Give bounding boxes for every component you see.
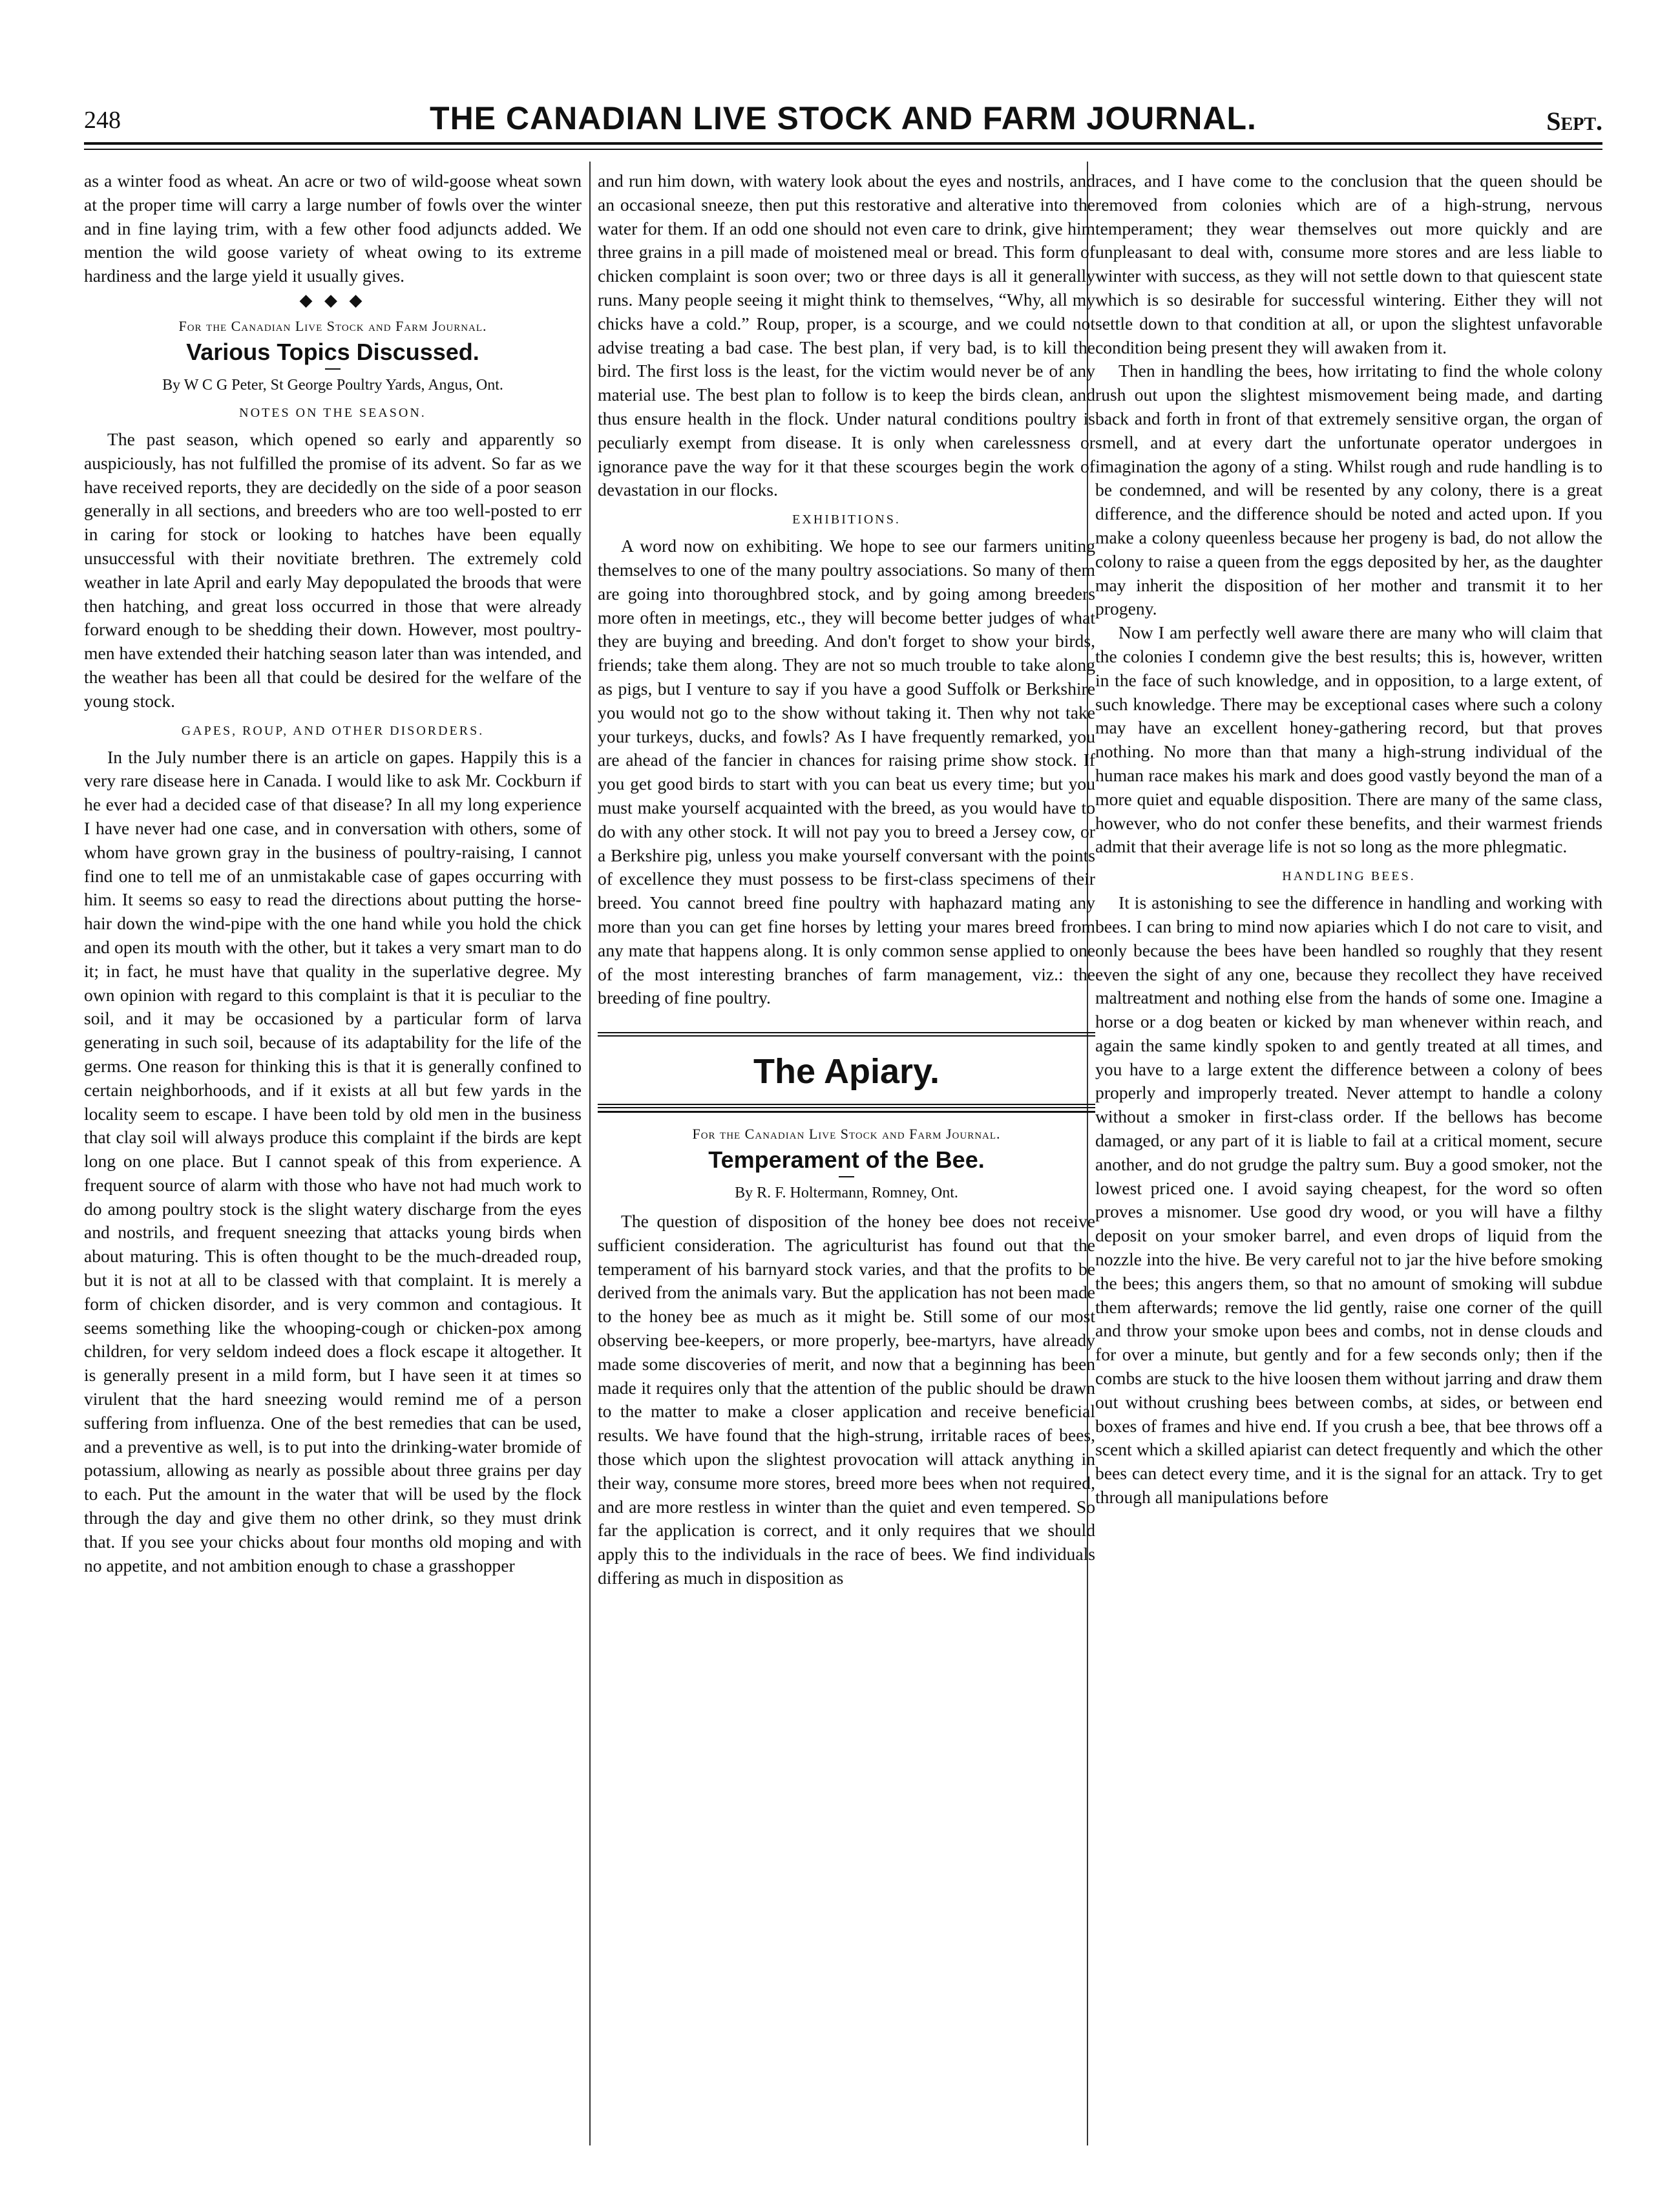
section-title-apiary: The Apiary. — [753, 1052, 940, 1091]
running-head — [84, 97, 1602, 149]
issue-month: Sept. — [1546, 107, 1602, 136]
article-credit: For the Canadian Live Stock and Farm Journal. — [178, 317, 487, 334]
paragraph-gapes: In the July number there is an article on gapes. Happily this is a very rare disease here in Canada. I would like to ask Mr. Cockburn if he ever had a decided case of that disease? In all my long experience I have never had one case, and in conversation with others, some of whom have grown gray in the business of poultry-raising, I cannot find one to tell me of an unmistakable case of gapes occurring with him. It seems so easy to read the directions about putting the horse-hair down the wind-pipe with the one hand while you hold the chick and open its mouth with the other, but it takes a very smart man to do it; in fact, he must have that quality in the superlative degree. My own opinion with regard to this complaint is that it is peculiar to the soil, and it may be occasioned by a particular form of larva generating in such soil, because of its adaptability for the life of the germs. One reason for thinking this is that it is generally confined to certain neighborhoods, and if it exists at all but few yards in the locality seem to escape. I have been told by old men in the business that clay soil will always produce this complaint if the birds are kept long on one place. But I cannot speak of this from experience. A frequent source of alarm with those who have not had much work to do among poultry stock is the slight watery discharge from the eyes and nostrils, and frequent sneezing that attacks young birds when about maturing. This is often thought to be the much-dreaded roup, but it is not at all to be classed with that complaint. It is merely a form of chicken disorder, and is very common and contagious. It seems something like the whooping-cough or chicken-pox among children, for very seldom indeed does a flock escape it altogether. It is generally present in a mild form, but I have seen it at times so virulent that the hard sneezing would remind me of a person suffering from influenza. One of the best remedies that can be used, and a preventive as well, is to put into the drinking-water bromide of potassium, allowing as nearly as possible about three grains per day to each. Put the amount in the water that will be used by the flock through the day and give them no other drink, so they must drink that. If you see your chicks about four months old moping and with no appetite, and not ambition enough to chase a grasshopper — [84, 746, 582, 1576]
subhead-exhibitions: EXHIBITIONS. — [792, 512, 901, 527]
paragraph-races: races, and I have come to the conclusion that the queen should be removed from colonies which are of a high-strung, nervous temperament; they wear themselves out more quickly and are unpleasant to deal with, consume more stores and are less liable to winter with success, as they will not settle down to that quiescent state which is so desirable for successful wintering. Either they will not settle down to that condition at all, or upon the slightest unfavorable condition being present they will awaken from it. — [1095, 171, 1602, 357]
article-title-temperament: Temperament of the Bee. — [708, 1146, 985, 1174]
page-number: 248 — [84, 107, 121, 134]
title-rule — [325, 368, 341, 370]
section-rule-thin — [598, 1111, 1095, 1113]
header-rule-thin — [84, 149, 1602, 150]
subhead-notes-on-season: NOTES ON THE SEASON. — [239, 405, 426, 420]
ornament-divider: ◆ ◆ ◆ — [299, 290, 366, 310]
paragraph-bee-disposition: The question of disposition of the honey bee does not receive sufficient consideration. The agriculturist has found out that the temperament of his barnyard stock varies, and that the profits to be derived from the animals vary. But the application has not been made to the honey bee as much as it might be. Still some of our most observing bee-keepers, or more properly, bee-martyrs, have already made some discoveries of merit, and now that a beginning has been made it requires only that the attention of the public should be drawn to the matter to make a closer application and receive beneficial results. We have found that the high-strung, irritable races of bees, those which upon the slightest provocation will attack anything in their way, consume more stores, breed more bees when not required, and are more restless in winter than the quiet and even tempered. So far the application is correct, and it only requires that we should apply this to the individuals in the race of bees. We find individuals differing as much in disposition as — [598, 1211, 1095, 1588]
journal-title: THE CANADIAN LIVE STOCK AND FARM JOURNAL. — [430, 100, 1257, 136]
column-divider — [589, 162, 591, 2145]
article-credit: For the Canadian Live Stock and Farm Journal. — [692, 1126, 1001, 1143]
title-rule — [839, 1176, 854, 1177]
subhead-handling-bees: HANDLING BEES. — [1282, 869, 1416, 884]
column-3 — [1095, 169, 1602, 2140]
subhead-gapes-roup: GAPES, ROUP, AND OTHER DISORDERS. — [181, 723, 485, 738]
paragraph-handling: Then in handling the bees, how irritating to find the whole colony rush out upon the slightest mismovement being made, and darting back and forth in front of that extremely sensitive organ, the organ of smell, and at every dart the unfortunate operator undergoes in imagination the agony of a sting. Whilst rough and rude handling is to be condemned, and will be resented by any colony, there is a great difference, and the difference should be noted and acted upon. If you make a colony queenless because her progeny is bad, do not allow the colony to raise a queen from the eggs deposited by her, as the daughter may inherit the disposition of her mother and transmit it to her progeny. — [1095, 361, 1602, 619]
paragraph-restorative: and run him down, with watery look about the eyes and nostrils, and an occasional sneeze, then put this restorative and alterative into the water for them. If an odd one should not even care to drink, give him three grains in a pill made of moistened meal or bread. This form of chicken complaint is soon over; two or three days is all it generally runs. Many people seeing it might think to themselves, “Why, all my chicks have a cold.” Roup, proper, is a scourge, and we could not advise treating a bad case. The best plan, if very bad, is to kill the bird. The first loss is the least, for the victim would never be of any material use. The best plan to follow is to keep the birds clean, and thus ensure health in the flock. Under natural conditions poultry is peculiarly exempt from disease. It is only when carelessness or ignorance pave the way for it that these scourges begin the work of devastation in our flocks. — [598, 171, 1095, 500]
column-1 — [84, 169, 582, 2140]
article-byline: By R. F. Holtermann, Romney, Ont. — [735, 1185, 958, 1202]
header-rule — [84, 142, 1602, 145]
section-rule — [598, 1104, 1095, 1108]
column-2 — [598, 169, 1095, 2140]
paragraph-aware: Now I am perfectly well aware there are many who will claim that the colonies I condemn give the best results; this is, however, written in the face of such knowledge, and in opposition, to a large extent, of such knowledge. There may be exceptional cases where such a colony may have an excellent honey-gathering record, but that proves nothing. No more than that many a high-strung individual of the human race makes his mark and does good vastly beyond the man of a more quiet and equable disposition. There are many of the same class, however, who do not confer these benefits, and their warmest friends admit that their average life is not so long as the more phlegmatic. — [1095, 622, 1602, 857]
section-rule — [598, 1032, 1095, 1037]
paragraph-wheat: as a winter food as wheat. An acre or two of wild-goose wheat sown at the proper time will carry a large number of fowls over the winter and in fine laying trim, with a few other food adjuncts added. We mention the wild goose variety of wheat owing to its extreme hardiness and the large yield it usually gives. — [84, 171, 582, 286]
paragraph-season: The past season, which opened so early and apparently so auspiciously, has not fulfilled the promise of its advent. So far as we have received reports, they are decidedly on the side of a poor season generally in all sections, and breeders who are too well-posted to err in caring for stock or looking to hatches have been equally unsuccessful with their novitiate brethren. The extremely cold weather in late April and early May depopulated the broods that were then hatching, and great loss occurred in those that were already forward enough to be shedding their down. However, most poultry-men have extended their hatching season later than was intended, and the weather has been all that could be desired for the welfare of the young stock. — [84, 428, 582, 711]
article-byline: By W C G Peter, St George Poultry Yards, Angus, Ont. — [162, 376, 503, 394]
section-header-apiary — [598, 1032, 1095, 1113]
paragraph-astonishing: It is astonishing to see the difference in handling and working with bees. I can bring to mind now apiaries which I do not care to visit, and only because the bees have been handled so roughly that they resent even the sight of any one, because they recollect they have received maltreatment and nothing else from the hands of some one. Imagine a horse or a dog beaten or kicked by man whenever within reach, and again the same kindly spoken to and gently treated at all times, and you have to a large extent the difference between a colony of bees properly and improperly treated. Never attempt to handle a colony without a smoker in first-class order. If the bellows has become damaged, or any part of it is liable to fail at a critical moment, secure another, and do not grudge the paltry sum. Buy a good smoker, not the lowest priced one. I avoid saying cheapest, for the word so often proves a misnomer. Use good dry wood, or you will have a filthy deposit on your smoker barrel, and even drops of liquid from the nozzle into the hive. Be very careful not to jar the hive before smoking the bees; this angers them, so that no amount of smoking will subdue them afterwards; remove the lid gently, raise one corner of the quill and throw your smoke upon bees and combs, not in dense clouds and for over a minute, but gently and for a few seconds only; then if the combs are stuck to the hive loosen them without jarring and draw them out without crushing bees between combs, at sides, or between end boxes of frames and hive end. If you crush a bee, that bee throws off a scent which a skilled apiarist can detect frequently and which the other bees can detect every time, and it is the signal for an attack. Try to get through all manipulations before — [1095, 892, 1602, 1508]
article-title-various-topics: Various Topics Discussed. — [186, 338, 479, 365]
paragraph-exhibitions: A word now on exhibiting. We hope to see our farmers uniting themselves to one of the many poultry associations. So many of them are going into thoroughbred stock, and by going among breeders more often in meetings, etc., they will become better judges of what they are buying and breeding. And don't forget to show your birds, friends; take them along. They are not so much trouble to take along as pigs, but I venture to say if you have a good Suffolk or Berkshire you would not go to the show without taking it. Then why not take your turkeys, ducks, and fowls? As I have frequently remarked, you are ahead of the fancier in chances for raising prime show stock. If you get good birds to start with you can beat us every time; but you must make yourself acquainted with the breed, as you would have to do with any other stock. It will not pay you to breed a Jersey cow, or a Berkshire pig, unless you make yourself conversant with the points of excellence they must possess to be first-class specimens of their breed. You cannot breed fine poultry with haphazard mating any more than you can get fine horses by letting your mares breed from any mate that happens along. It is only common sense applied to one of the most interesting branches of farm management, viz.: the breeding of fine poultry. — [598, 536, 1095, 1008]
